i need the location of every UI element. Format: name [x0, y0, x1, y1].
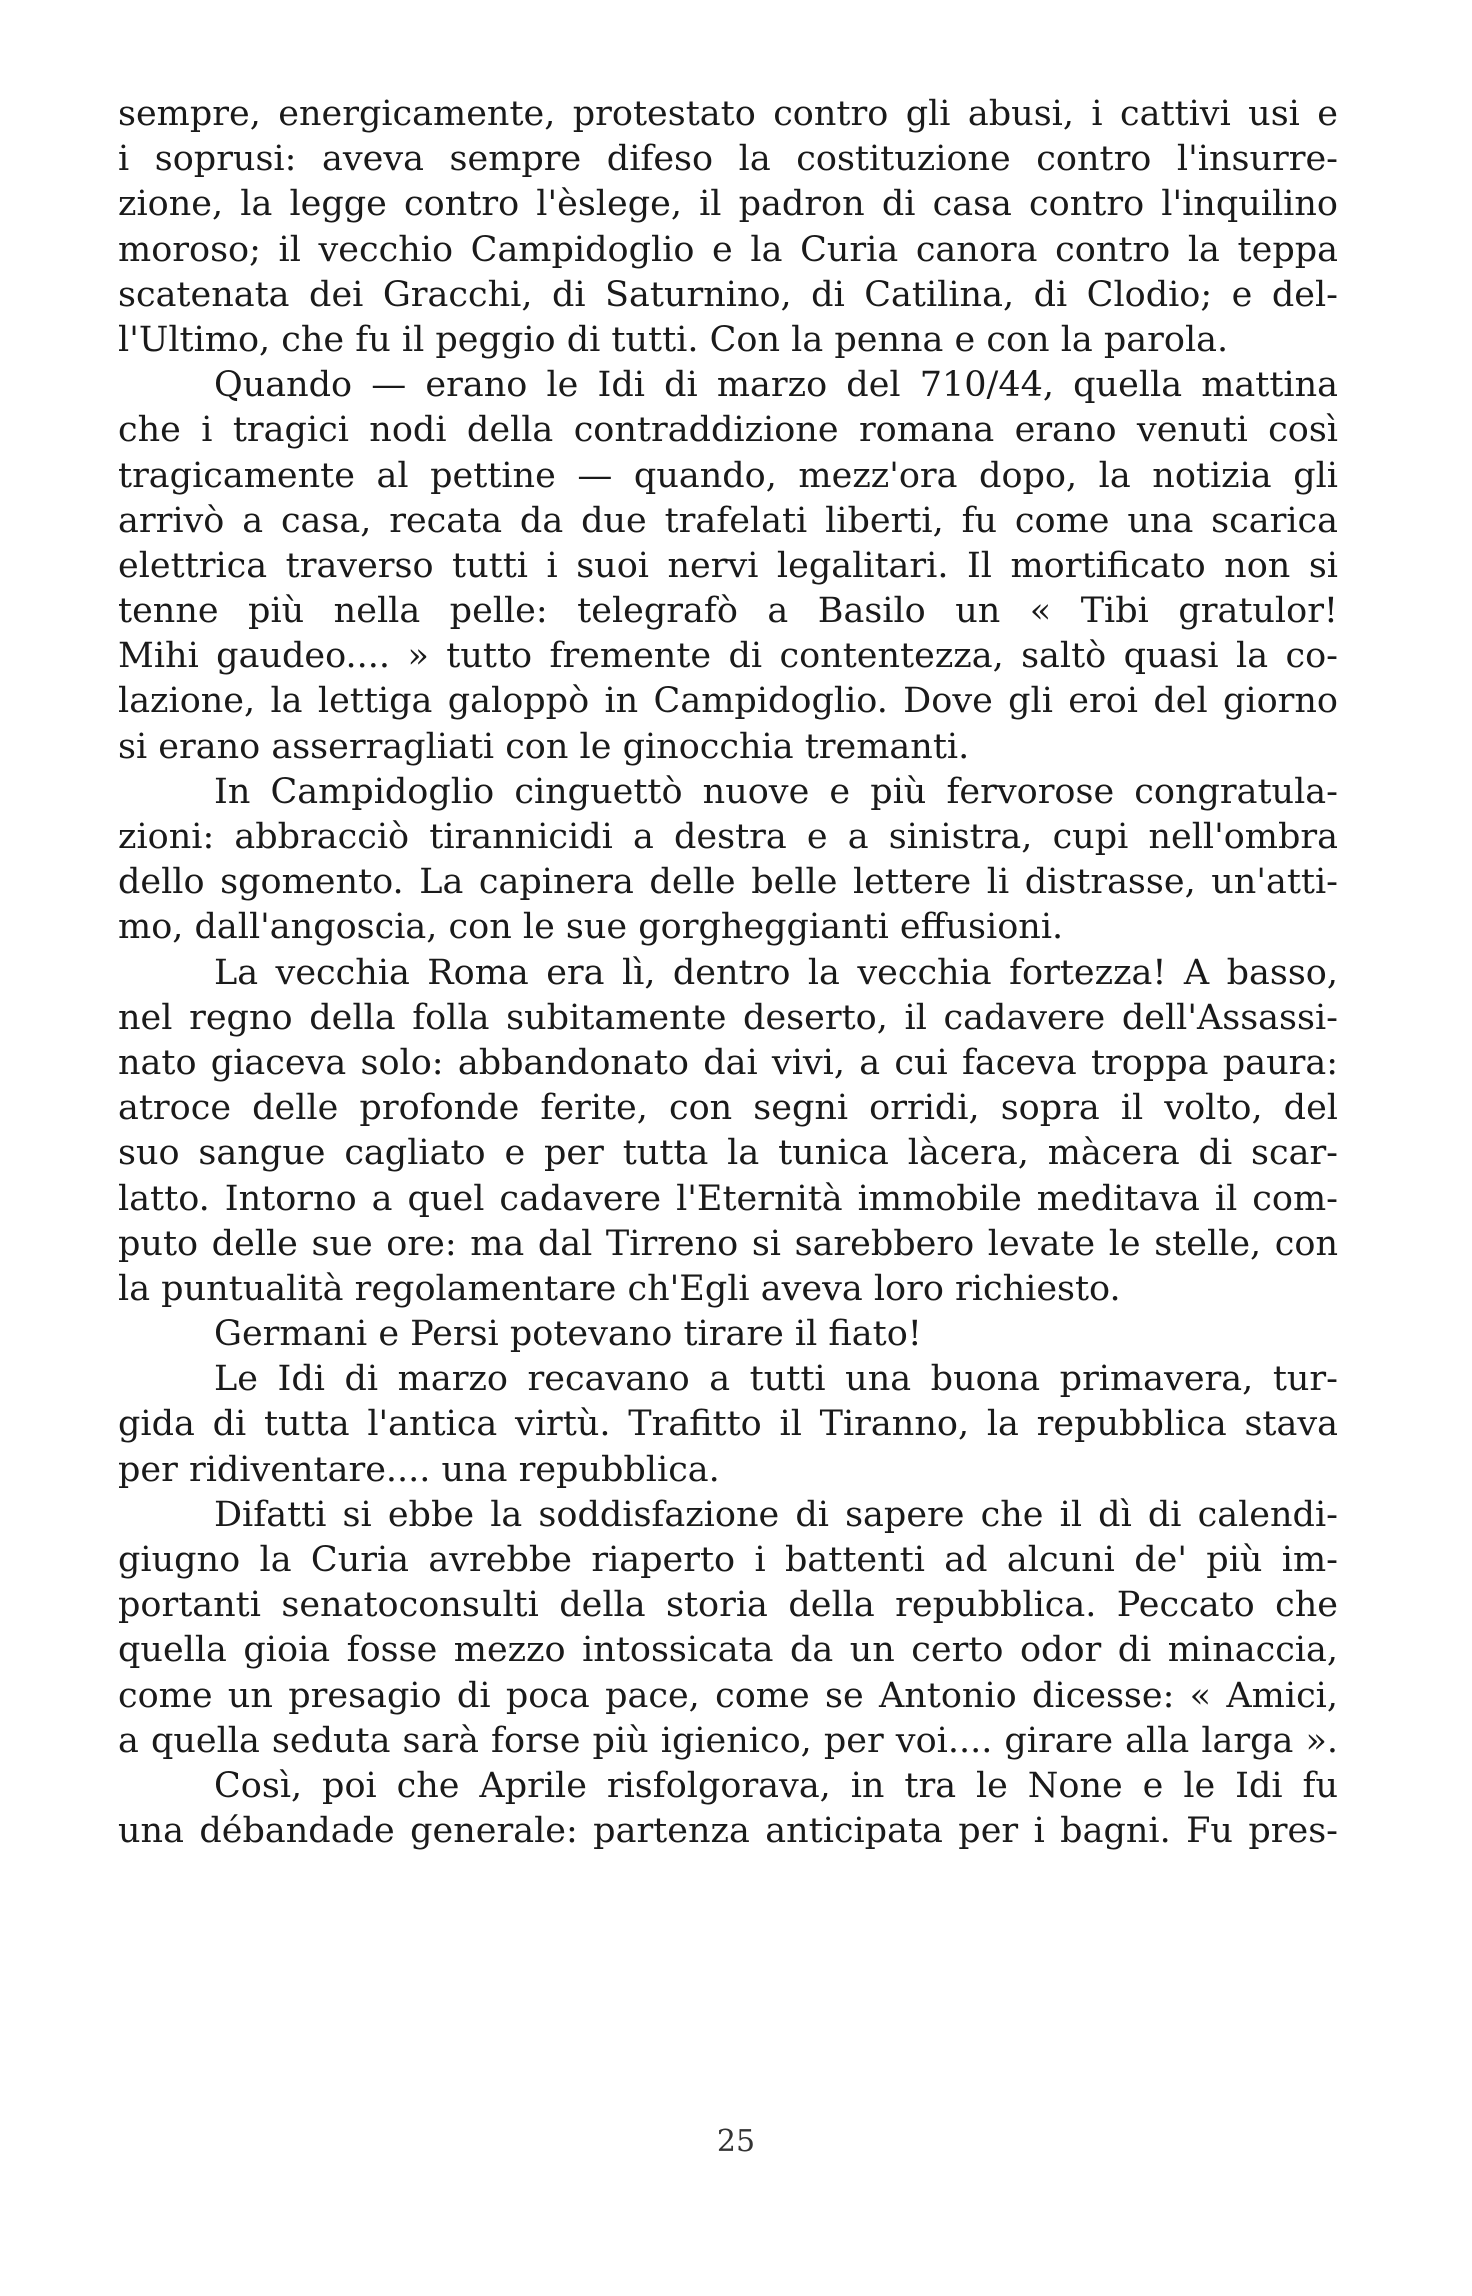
- text-line: Mihi gaudeo.... » tutto fremente di contentezza, saltò quasi la co-: [118, 636, 1338, 677]
- text-line: Così, poi che Aprile risfolgorava, in tra le None e le Idi fu: [214, 1765, 1338, 1806]
- text-line: zioni: abbracciò tirannicidi a destra e a sinistra, cupi nell'ombra: [118, 817, 1338, 857]
- text-line: sempre, energicamente, protestato contro gli abusi, i cattivi usi e: [118, 94, 1338, 134]
- text-line: tragicamente al pettine — quando, mezz'ora dopo, la notizia gli: [118, 455, 1338, 496]
- text-line: Difatti si ebbe la soddisfazione di sapere che il dì di calendi-: [214, 1494, 1338, 1535]
- text-line: a quella seduta sarà forse più igienico, per voi.... girare alla larga ».: [118, 1720, 1338, 1761]
- text-line: i soprusi: aveva sempre difeso la costituzione contro l'insurre-: [118, 139, 1338, 180]
- text-line: mo, dall'angoscia, con le sue gorgheggianti effusioni.: [118, 907, 1064, 948]
- text-line: dello sgomento. La capinera delle belle lettere li distrasse, un'atti-: [118, 862, 1338, 903]
- text-line: scatenata dei Gracchi, di Saturnino, di Catilina, di Clodio; e del-: [118, 274, 1338, 315]
- text-line: puto delle sue ore: ma dal Tirreno si sarebbero levate le stelle, con: [118, 1223, 1338, 1264]
- text-line: Quando — erano le Idi di marzo del 710/44, quella mattina: [214, 365, 1338, 406]
- text-line: nato giaceva solo: abbandonato dai vivi, a cui faceva troppa paura:: [118, 1042, 1338, 1083]
- text-line: quella gioia fosse mezzo intossicata da un certo odor di minaccia,: [118, 1630, 1338, 1671]
- text-line: lazione, la lettiga galoppò in Campidoglio. Dove gli eroi del giorno: [118, 681, 1338, 722]
- text-line: la puntualità regolamentare ch'Egli aveva loro richiesto.: [118, 1268, 1121, 1309]
- text-line: portanti senatoconsulti della storia della repubblica. Peccato che: [118, 1585, 1338, 1626]
- text-line: atroce delle profonde ferite, con segni orridi, sopra il volto, del: [118, 1088, 1338, 1129]
- text-line: giugno la Curia avrebbe riaperto i battenti ad alcuni de' più im-: [118, 1540, 1338, 1580]
- text-line: tenne più nella pelle: telegrafò a Basilo un « Tibi gratulor!: [118, 591, 1338, 632]
- text-line: gida di tutta l'antica virtù. Trafitto il Tiranno, la repubblica stava: [118, 1404, 1338, 1445]
- text-line: arrivò a casa, recata da due trafelati liberti, fu come una scarica: [118, 500, 1338, 541]
- text-line: suo sangue cagliato e per tutta la tunica làcera, màcera di scar-: [118, 1133, 1338, 1174]
- page-number: 25: [716, 2124, 756, 2159]
- text-line: che i tragici nodi della contraddizione romana erano venuti così: [118, 410, 1338, 451]
- text-line: Germani e Persi potevano tirare il fiato!: [214, 1314, 922, 1355]
- text-line: per ridiventare.... una repubblica.: [118, 1449, 720, 1490]
- text-line: elettrica traverso tutti i suoi nervi legalitari. Il mortificato non si: [118, 545, 1338, 586]
- text-line: La vecchia Roma era lì, dentro la vecchia fortezza! A basso,: [214, 952, 1338, 993]
- text-line: latto. Intorno a quel cadavere l'Eternità immobile meditava il com-: [118, 1178, 1338, 1219]
- text-line: l'Ultimo, che fu il peggio di tutti. Con la penna e con la parola.: [118, 319, 1229, 360]
- text-line: zione, la legge contro l'èslege, il padron di casa contro l'inquilino: [118, 184, 1338, 225]
- text-line: nel regno della folla subitamente deserto, il cadavere dell'Assassi-: [118, 997, 1338, 1038]
- text-line: In Campidoglio cinguettò nuove e più fervorose congratula-: [214, 771, 1338, 812]
- text-line: come un presagio di poca pace, come se Antonio dicesse: « Amici,: [118, 1675, 1338, 1716]
- text-line: si erano asserragliati con le ginocchia tremanti.: [118, 726, 970, 767]
- text-line: Le Idi di marzo recavano a tutti una buona primavera, tur-: [214, 1359, 1338, 1400]
- text-line: una débandade generale: partenza anticipata per i bagni. Fu pres-: [118, 1811, 1338, 1852]
- page-text: [118, 92, 1338, 1854]
- text-line: moroso; il vecchio Campidoglio e la Curia canora contro la teppa: [118, 229, 1338, 270]
